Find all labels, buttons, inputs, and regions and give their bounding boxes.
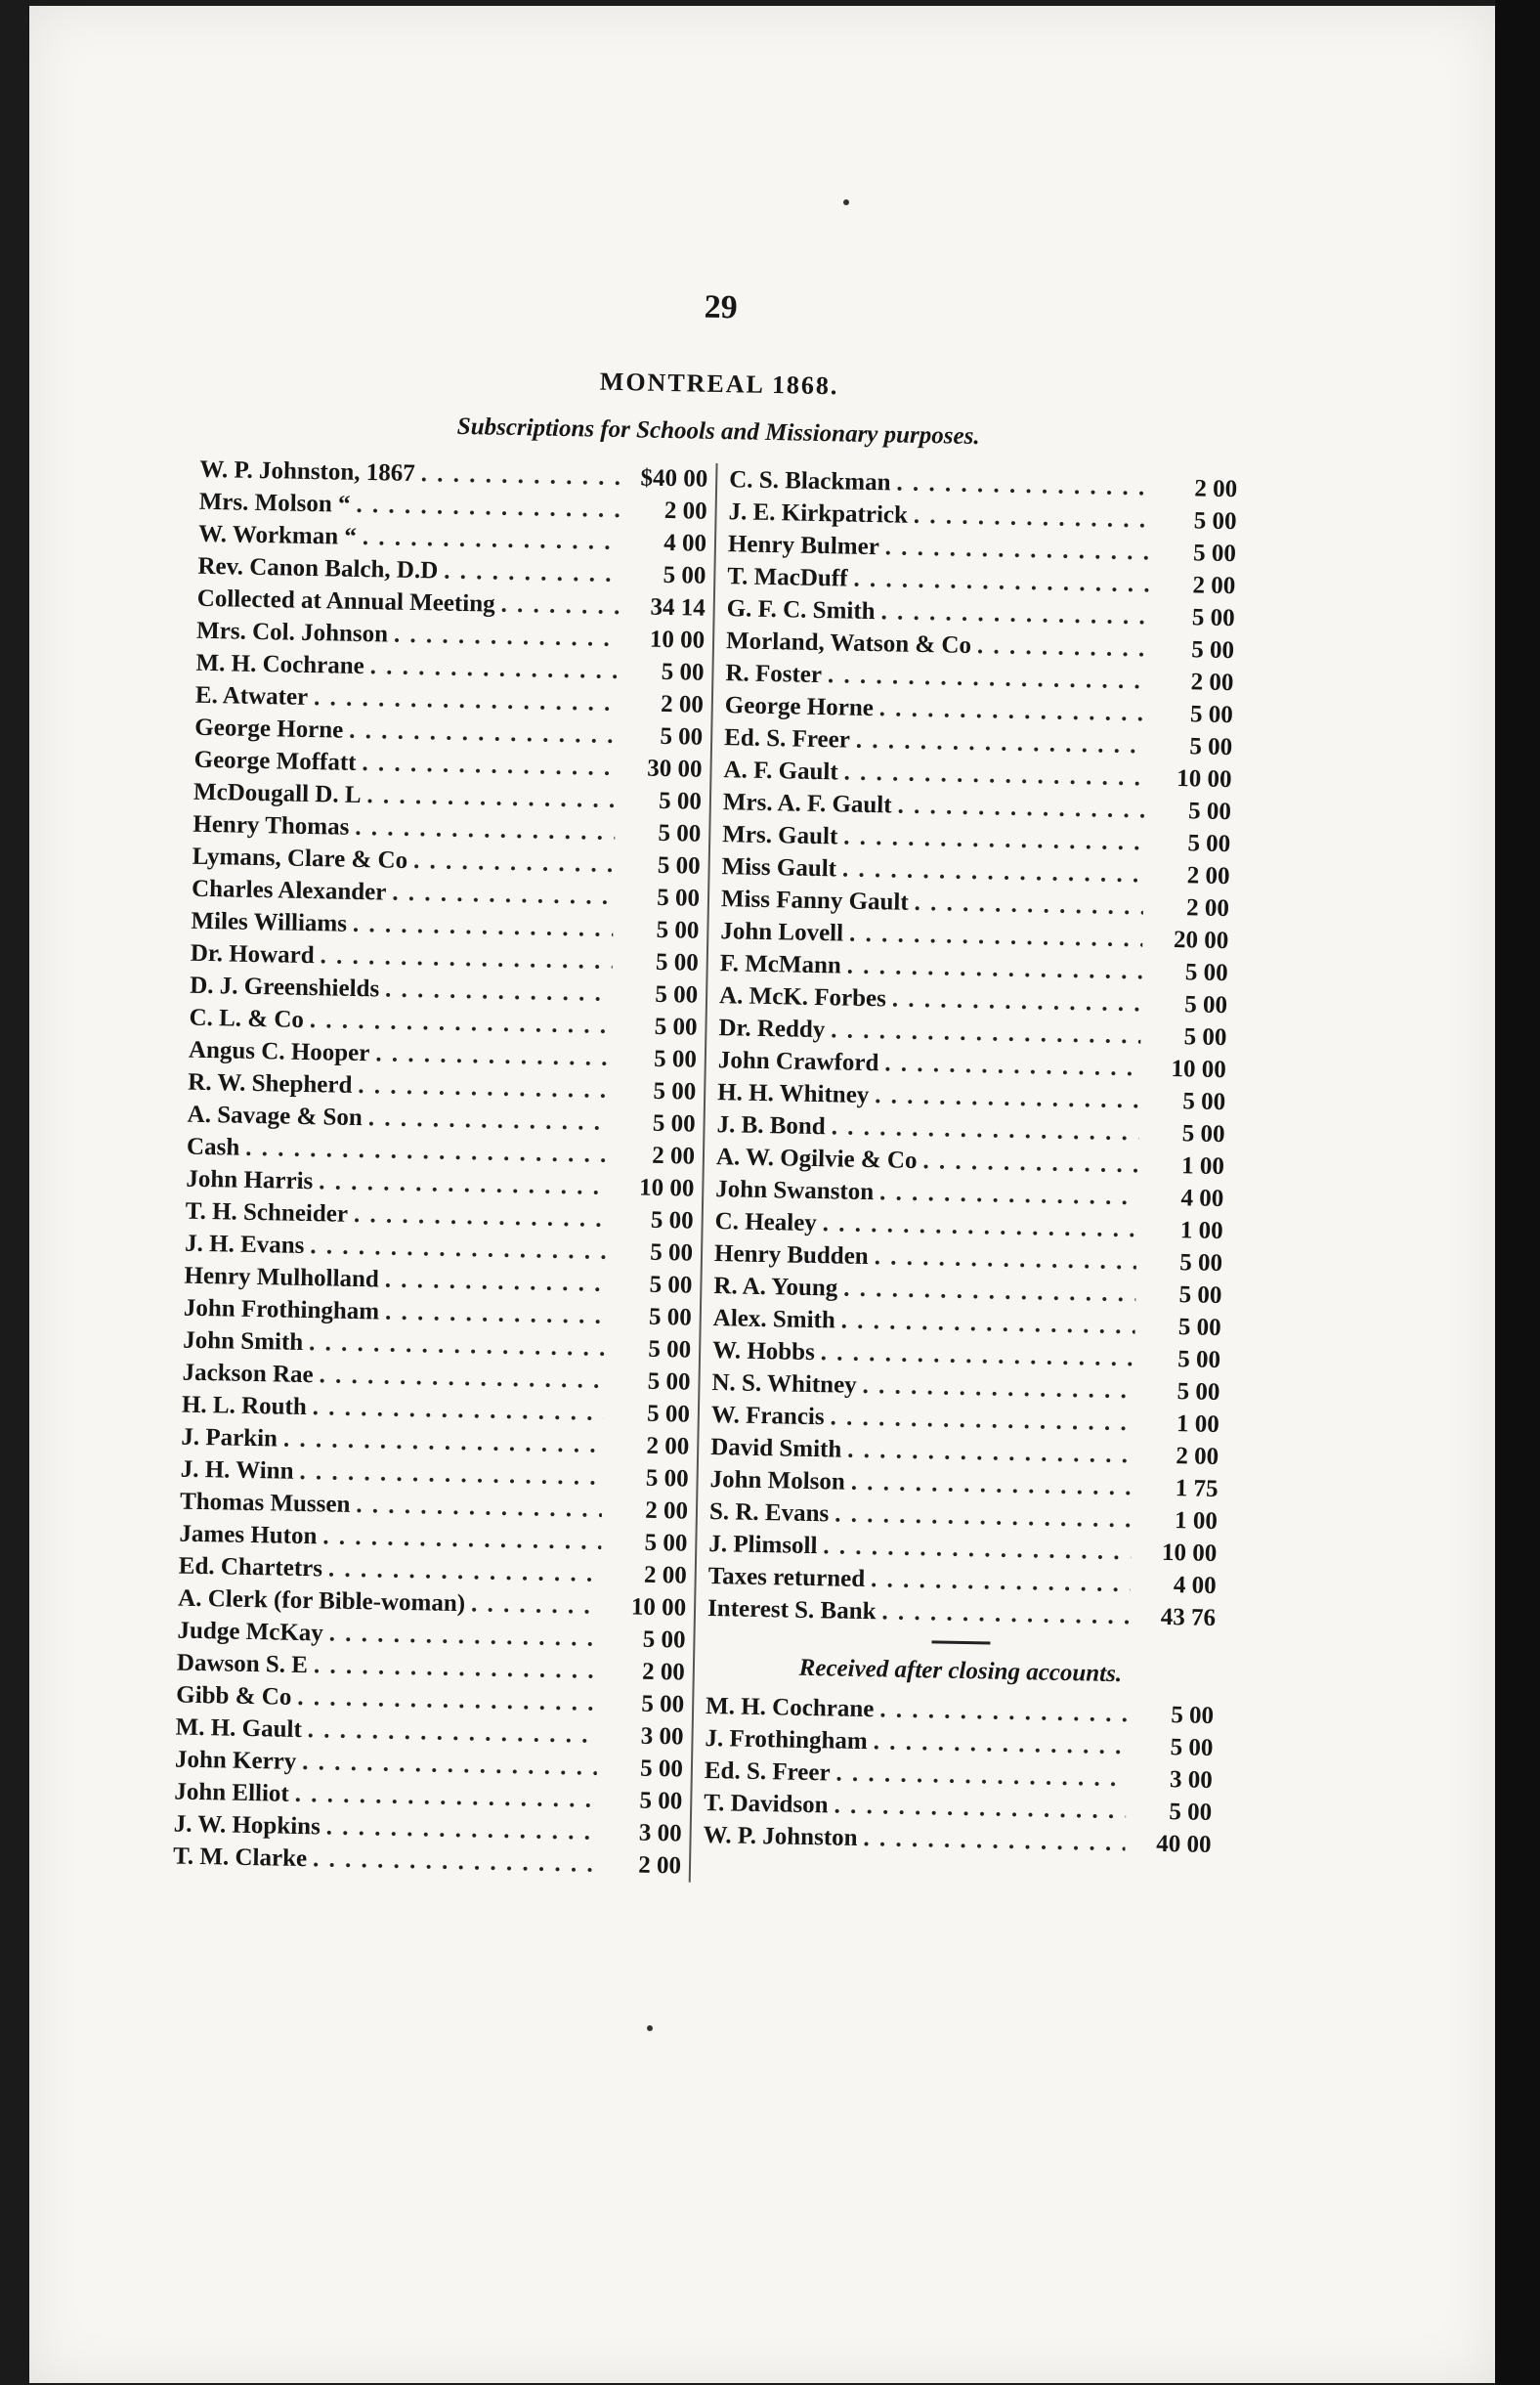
subscriber-name: M. H. Cochrane [705,1692,875,1723]
subscriber-name: J. H. Winn [180,1455,294,1485]
subscriber-name: Henry Budden [713,1240,869,1271]
dot-leader [328,1553,601,1590]
dot-leader [313,1843,596,1881]
subscription-amount: 43 76 [1160,1603,1217,1631]
subscription-amount: 4 00 [1180,1185,1224,1213]
subscriber-name: John Crawford [717,1047,879,1077]
subscription-amount: 2 00 [1190,669,1234,697]
subscription-amount: 2 00 [1192,572,1236,600]
subscriber-name: Mrs. Col. Johnson [195,617,389,648]
subscription-amount: 3 00 [638,1819,682,1847]
subscription-amount: 5 00 [654,1013,698,1041]
subscriber-name: H. H. Whitney [716,1079,870,1109]
dot-leader [319,1359,605,1397]
subscription-amount: 20 00 [1173,927,1229,955]
subscriber-name: George Moffatt [193,746,357,776]
subscription-amount: 5 00 [660,722,704,751]
subscription-amount: 5 00 [1187,798,1232,826]
subscription-amount: 5 00 [661,658,705,686]
subscription-amount: 5 00 [656,916,700,944]
subscription-amount: 5 00 [644,1529,688,1557]
subscriber-name: A. W. Ogilvie & Co [715,1144,918,1175]
subscription-amount: 5 00 [650,1206,694,1235]
subscriber-name: Ed. S. Freer [704,1756,831,1787]
subscriber-name: Dr. Howard [190,939,315,970]
subscription-amount: 5 00 [1183,1023,1227,1052]
subscription-amount: 5 00 [652,1109,696,1138]
subscriber-name: Thomas Mussen [179,1488,351,1518]
subscription-amount: 5 00 [658,787,703,815]
subscriber-name: C. L. & Co [189,1004,305,1033]
subscription-amount: 5 00 [1177,1314,1221,1342]
subscription-amount: 4 00 [663,529,707,557]
subscriber-name: S. R. Evans [708,1498,830,1528]
subscription-amount: 10 00 [1176,765,1232,794]
subscriber-name: John Swanston [715,1176,875,1206]
dot-leader [356,1489,602,1526]
dot-leader [822,1207,1136,1245]
subscriber-name: George Horne [724,692,875,722]
subscription-amount: 5 00 [645,1464,689,1493]
dot-leader [851,1466,1133,1504]
subscriber-name: Rev. Canon Balch, D.D [197,552,439,585]
dot-leader [879,692,1148,729]
subscriber-name: Miss Fanny Gault [720,886,909,916]
subscription-amount: 5 00 [650,1238,694,1267]
subscription-amount: 5 00 [1189,701,1233,729]
subscriber-name: H. L. Routh [181,1391,308,1421]
subscription-amount: 5 00 [653,1045,698,1073]
dot-leader [896,466,1151,503]
subscriber-name: J. Plimsoll [708,1530,818,1560]
subscriber-name: A. F. Gault [723,757,838,786]
subscription-amount: 5 00 [658,819,702,847]
subscriber-name: J. Frothingham [705,1724,869,1756]
subscriber-name: Interest S. Bank [706,1594,877,1626]
subscriber-name: John Lovell [720,918,844,947]
subscription-amount: 5 00 [1190,636,1235,665]
subscription-amount: 40 00 [1156,1830,1212,1858]
subscriber-name: Alex. Smith [712,1305,836,1334]
dot-leader [922,1145,1138,1181]
subscriber-name: Mrs. A. F. Gault [722,789,892,819]
dot-leader [914,887,1143,923]
subscription-amount: 5 00 [639,1755,684,1783]
dot-leader [500,588,620,623]
page [29,6,1495,2383]
subscription-amount: 5 00 [655,980,699,1009]
dot-leader [326,1811,596,1848]
subscription-amount: 5 00 [1177,1346,1221,1374]
subscription-amount: $40 00 [640,464,708,493]
subscriber-name: Henry Mulholland [184,1262,380,1293]
subscription-amount: 3 00 [1169,1766,1214,1794]
subscriber-name: John Elliot [174,1778,290,1807]
subscriber-name: Ed. S. Freer [723,724,851,754]
subscriber-name: David Smith [709,1434,842,1463]
dot-leader [413,845,615,881]
subscription-amount: 2 00 [1176,1443,1219,1470]
subscription-amount: 1 75 [1175,1475,1219,1502]
subscription-amount: 2 00 [651,1142,696,1170]
subscriber-name: M. H. Cochrane [195,649,364,680]
subscriber-name: John Harris [186,1165,314,1195]
dot-leader [823,1530,1131,1568]
subscriber-name: John Smith [182,1326,304,1356]
dot-leader [874,1240,1136,1278]
dot-leader [369,650,618,687]
subscription-amount: 5 00 [657,884,701,912]
dot-leader [880,595,1149,632]
subscription-amount: 5 00 [647,1367,691,1396]
dot-leader [420,457,621,494]
dot-leader [875,1079,1139,1116]
subscription-amount: 34 14 [650,593,706,622]
subscriber-name: Miss Gault [721,853,837,883]
dot-leader [879,1176,1138,1213]
dot-leader [881,1595,1130,1632]
subscription-amount: 2 00 [644,1496,689,1525]
dot-leader [847,1434,1134,1472]
subscriber-name: Miles Williams [191,907,348,937]
dot-leader [358,1069,610,1106]
subscription-amount: 1 00 [1174,1507,1219,1535]
dot-leader [349,715,618,752]
section-divider [931,1640,990,1644]
received-list [703,1690,1214,1861]
subscriber-name: Gibb & Co [176,1681,292,1711]
subscriber-name: Mrs. Molson “ [198,488,351,518]
subscription-amount: 5 00 [1171,1702,1215,1729]
dot-leader [828,659,1148,697]
subscription-amount: 5 00 [642,1626,686,1654]
received-heading: Received after closing accounts. [798,1654,1123,1688]
subscription-amount: 5 00 [653,1077,697,1106]
subscriber-name: C. Healey [714,1208,818,1237]
ink-speck [843,199,849,205]
subscription-amount: 5 00 [657,851,701,880]
subscription-amount: 5 00 [1178,1249,1223,1278]
subscriber-name: A. Savage & Son [187,1101,364,1132]
subscription-amount: 10 00 [649,626,706,654]
subscription-amount: 3 00 [640,1722,684,1751]
page-title: MONTREAL 1868. [599,367,839,401]
subscriber-name: T. Davidson [704,1789,829,1819]
dot-leader [444,555,620,590]
subscriber-name: R. A. Young [713,1273,838,1302]
page-number: 29 [704,288,738,326]
subscriber-name: Henry Thomas [192,810,350,841]
subscription-amount: 5 00 [1178,1281,1222,1310]
subscriber-name: Mrs. Gault [722,821,838,850]
dot-leader [385,1264,607,1300]
subscription-amount: 5 00 [1169,1799,1213,1826]
subscriber-name: John Frothingham [183,1294,380,1325]
subscription-amount: 5 00 [1189,733,1233,761]
subscriber-name: W. P. Johnston [703,1821,858,1851]
subscription-amount: 5 00 [1182,1088,1226,1116]
left-column [173,454,718,1883]
subscriber-name: T. M. Clarke [172,1843,308,1873]
subscriber-name: Judge McKay [177,1617,324,1647]
subscriber-name: Dr. Reddy [718,1015,826,1044]
subscription-amount: 5 00 [1187,830,1231,858]
subscriber-name: Cash [186,1133,240,1161]
subscriber-name: Ed. Chartetrs [178,1552,323,1583]
subscriber-name: George Horne [194,714,344,744]
dot-leader [863,1822,1126,1859]
subscriber-name: J. B. Bond [716,1111,827,1141]
dot-leader [914,499,1151,537]
subscription-amount: 2 00 [643,1561,687,1589]
subscriber-name: J. Parkin [181,1423,278,1453]
page-subtitle: Subscriptions for Schools and Missionary purposes. [456,412,980,451]
subscription-amount: 2 00 [1185,894,1230,923]
right-column-list [707,463,1238,1634]
subscription-amount: 2 00 [638,1851,682,1880]
subscription-amount: 10 00 [638,1174,695,1202]
subscriber-name: W. P. Johnston, 1867 [199,455,416,488]
dot-leader [873,1725,1127,1762]
subscription-columns [173,454,1236,1892]
subscriber-name: J. E. Kirkpatrick [728,499,909,529]
subscriber-name: A. Clerk (for Bible-woman) [177,1584,466,1618]
subscriber-name: Angus C. Hooper [188,1036,370,1067]
subscriber-name: John Molson [709,1466,846,1496]
subscriber-name: T. MacDuff [727,563,848,592]
subscriber-name: Jackson Rae [182,1359,314,1389]
subscriber-name: C. S. Blackman [729,466,891,497]
subscriber-name: Morland, Watson & Co [725,628,972,659]
subscriber-name: McDougall D. L [192,778,362,809]
subscriber-name: T. H. Schneider [185,1197,349,1228]
dot-leader [322,1520,602,1557]
subscription-amount: 2 00 [641,1658,686,1686]
subscription-amount: 5 00 [655,948,700,976]
dot-leader [362,747,617,784]
subscriber-name: F. McMann [719,950,842,979]
subscriber-name: A. McK. Forbes [718,982,887,1013]
dot-leader [862,1369,1134,1407]
document-body [173,280,1239,1892]
ink-speck [647,2025,653,2031]
subscriber-name: W. Francis [710,1402,825,1431]
subscriber-name: John Kerry [174,1746,297,1775]
subscriber-name: Collected at Annual Meeting [196,585,495,618]
subscriber-name: W. Hobbs [711,1337,816,1366]
subscriber-name: E. Atwater [194,681,309,711]
subscription-amount: 5 00 [1191,604,1235,632]
subscriber-name: Taxes returned [707,1562,866,1593]
subscriber-name: R. Foster [725,660,823,689]
dot-leader [363,521,621,558]
subscriber-name: D. J. Greenshields [189,972,380,1003]
subscription-amount: 5 00 [1170,1734,1214,1761]
subscription-amount: 2 00 [660,690,705,718]
subscription-amount: 5 00 [646,1400,691,1428]
subscriber-name: Dawson S. E [176,1649,309,1679]
subscription-amount: 5 00 [1176,1378,1220,1407]
dot-leader [897,790,1145,827]
subscription-amount: 5 00 [639,1787,683,1815]
subscription-amount: 30 00 [647,755,703,783]
dot-leader [846,950,1141,988]
subscription-amount: 5 00 [1193,507,1237,536]
scan-border [1495,0,1540,2385]
dot-leader [394,619,620,655]
dot-leader [392,877,614,913]
subscription-amount: 2 00 [663,497,707,525]
dot-leader [892,982,1142,1019]
subscription-amount: 5 00 [648,1303,693,1331]
dot-leader [355,811,616,848]
subscription-amount: 5 00 [649,1271,693,1299]
subscription-amount: 5 00 [641,1690,685,1718]
subscriber-name: R. W. Shepherd [188,1068,353,1099]
subscription-amount: 10 00 [1171,1055,1227,1084]
dot-leader [884,531,1150,568]
dot-leader [329,1618,600,1655]
subscriber-name: J. W. Hopkins [173,1810,321,1841]
subscriber-name: Henry Bulmer [727,531,880,561]
subscriber-name: Charles Alexander [191,875,387,906]
subscription-amount: 1 00 [1176,1410,1220,1438]
subscriber-name: W. Workman “ [197,520,358,550]
dot-leader [353,908,614,945]
dot-leader [471,1587,601,1623]
dot-leader [354,1198,608,1236]
subscription-amount: 5 00 [648,1335,692,1364]
subscriber-name: M. H. Gault [175,1713,303,1744]
subscription-amount: 1 00 [1180,1152,1225,1181]
subscriber-name: Lymans, Clare & Co [192,843,408,874]
dot-leader [385,974,613,1010]
dot-leader [314,1649,600,1687]
subscription-amount: 2 00 [1186,862,1230,890]
dot-leader [368,1102,610,1139]
dot-leader [871,1563,1131,1600]
subscription-amount: 4 00 [1173,1572,1217,1599]
dot-leader [977,629,1149,665]
subscriber-name: G. F. C. Smith [726,595,876,626]
subscription-amount: 5 00 [1181,1120,1225,1149]
subscription-amount: 2 00 [1194,475,1238,503]
subscriber-name: J. H. Evans [184,1230,305,1259]
subscriber-name: N. S. Whitney [711,1369,857,1399]
subscription-amount: 5 00 [1192,540,1237,568]
subscription-amount: 1 00 [1179,1217,1223,1245]
subscription-amount: 5 00 [1184,959,1228,987]
subscriber-name: James Huton [179,1520,318,1550]
subscription-amount: 5 00 [1184,991,1228,1019]
dot-leader [884,1047,1140,1084]
dot-leader [879,1693,1128,1730]
subscription-amount: 5 00 [663,561,706,589]
dot-leader [385,1296,606,1332]
dot-leader [366,779,616,816]
dot-leader [375,1037,611,1074]
dot-leader [356,489,621,526]
right-column [691,463,1237,1861]
subscription-amount: 2 00 [646,1432,690,1460]
subscription-amount: 10 00 [1161,1539,1218,1567]
subscription-amount: 10 00 [630,1593,687,1622]
